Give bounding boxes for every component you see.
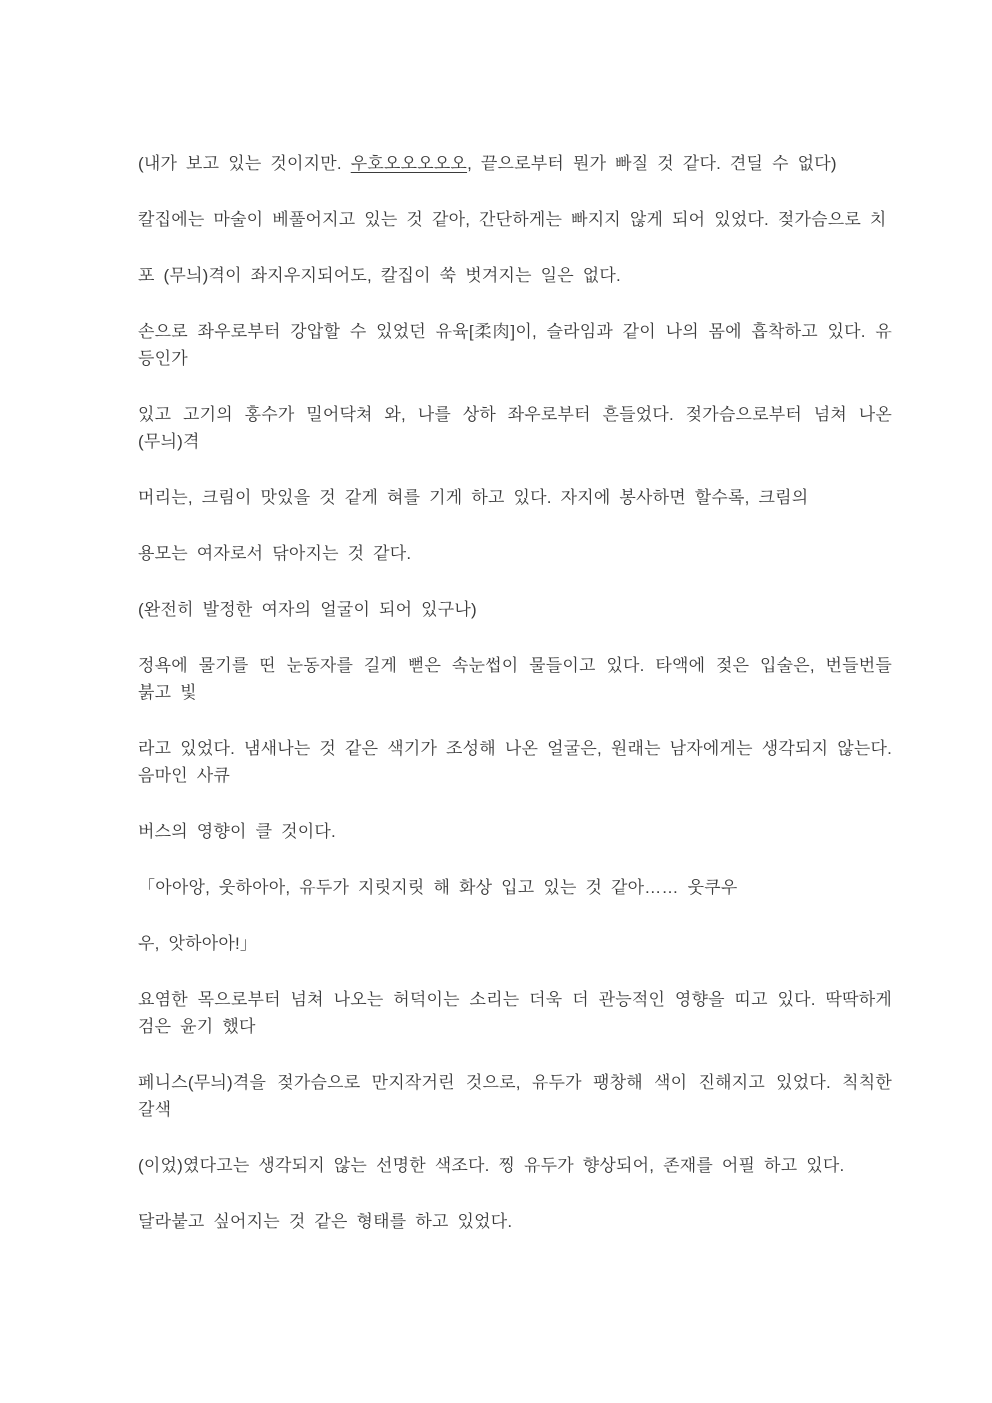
paragraph [138, 735, 892, 789]
text-run: 달라붙고 싶어지는 것 같은 형태를 하고 있었다. [138, 1212, 513, 1231]
paragraph [138, 986, 892, 1040]
text-run: 라고 있었다. 냄새나는 것 같은 색기가 조성해 나온 얼굴은, 원래는 남자에게는 생각되지 않는다. 음마인 사큐 [138, 739, 892, 785]
document-body [138, 150, 892, 1235]
text-run: 요염한 목으로부터 넘쳐 나오는 허덕이는 소리는 더욱 더 관능적인 영향을 띠고 있다. 딱딱하게 검은 윤기 했다 [138, 990, 892, 1036]
text-run: 「아아앙, 웃하아아, 유두가 지릿지릿 해 화상 입고 있는 것 같아…… 웃쿠우 [138, 878, 738, 897]
paragraph [138, 1069, 892, 1123]
paragraph [138, 1208, 892, 1235]
text-run: 용모는 여자로서 닦아지는 것 같다. [138, 544, 412, 563]
text-run: (완전히 발정한 여자의 얼굴이 되어 있구나) [138, 600, 477, 619]
paragraph [138, 401, 892, 455]
paragraph [138, 818, 892, 845]
text-run: 페니스(무늬)격을 젖가슴으로 만지작거린 것으로, 유두가 팽창해 색이 진해지고 있었다. 칙칙한 갈색 [138, 1073, 892, 1119]
paragraph [138, 1152, 892, 1179]
text-run: 손으로 좌우로부터 강압할 수 있었던 유육[柔肉]이, 슬라임과 같이 나의 몸에 흡착하고 있다. 유등인가 [138, 322, 892, 368]
text-run: , 끝으로부터 뭔가 빠질 것 같다. 견딜 수 없다) [467, 154, 837, 173]
text-run: 있고 고기의 홍수가 밀어닥쳐 와, 나를 상하 좌우로부터 흔들었다. 젖가슴으로부터 넘쳐 나온 (무늬)격 [138, 405, 892, 451]
paragraph [138, 484, 892, 511]
paragraph [138, 652, 892, 706]
text-run: (내가 보고 있는 것이지만. [138, 154, 351, 173]
paragraph [138, 318, 892, 372]
paragraph [138, 930, 892, 957]
paragraph [138, 874, 892, 901]
paragraph [138, 150, 892, 177]
paragraph [138, 262, 892, 289]
text-run: 버스의 영향이 클 것이다. [138, 822, 336, 841]
text-run: 우, 앗하아아!」 [138, 934, 258, 953]
text-run: (이었)였다고는 생각되지 않는 선명한 색조다. 찡 유두가 향상되어, 존재를 어필 하고 있다. [138, 1156, 845, 1175]
text-run: 포 (무늬)격이 좌지우지되어도, 칼집이 쑥 벗겨지는 일은 없다. [138, 266, 621, 285]
text-run: 머리는, 크림이 맛있을 것 같게 혀를 기게 하고 있다. 자지에 봉사하면 할수록, 크림의 [138, 488, 809, 507]
text-run: 칼집에는 마술이 베풀어지고 있는 것 같아, 간단하게는 빠지지 않게 되어 있었다. 젖가슴으로 치 [138, 210, 887, 229]
text-run: 정욕에 물기를 띤 눈동자를 길게 뻗은 속눈썹이 물들이고 있다. 타액에 젖은 입술은, 번들번들 붉고 빛 [138, 656, 892, 702]
underlined-text-run: 우호오오오오오 [350, 154, 468, 173]
paragraph [138, 596, 892, 623]
paragraph [138, 206, 892, 233]
paragraph [138, 540, 892, 567]
